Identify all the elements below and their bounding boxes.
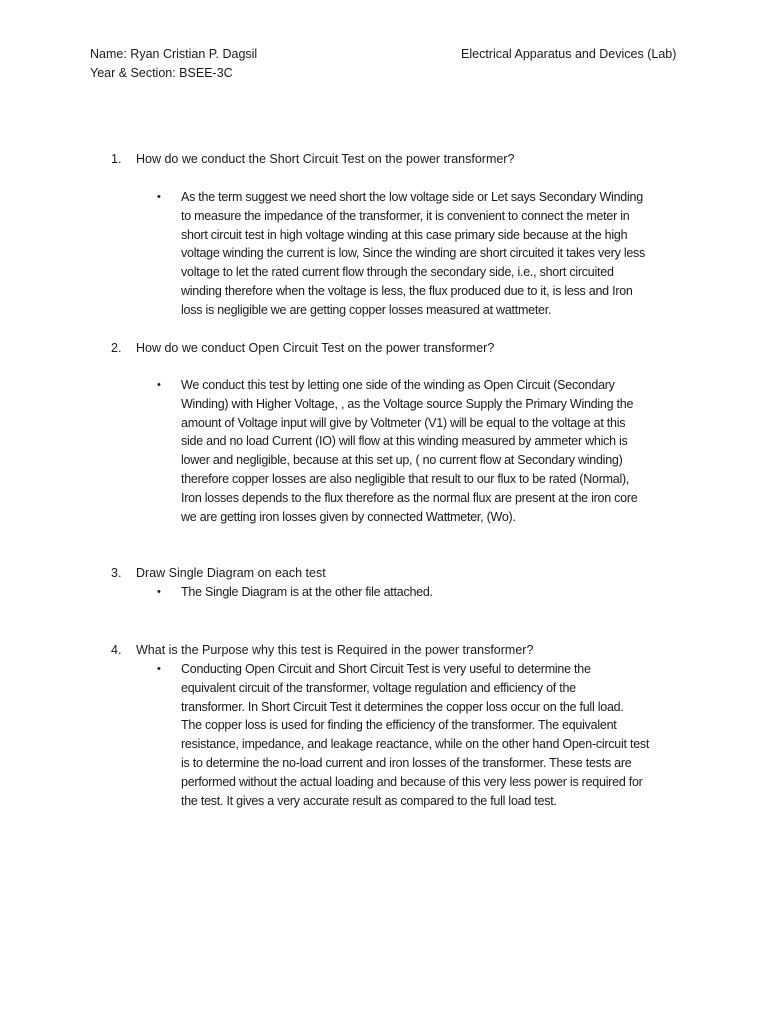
answer-1 [181,188,681,320]
answer-3 [181,583,681,602]
question-text: Draw Single Diagram on each test [136,566,326,580]
answer-line: The Single Diagram is at the other file attached. [181,585,433,599]
bullet: • [157,663,161,675]
answer-line: Iron losses depends to the flux therefore as the normal flux are present at the iron core [181,490,638,505]
answer-line: voltage winding the current is low, Since the winding are short circuited it takes very less [181,246,646,261]
answer-line: Conducting Open Circuit and Short Circuit Test is very useful to determine the [181,662,591,676]
answer-line: short circuit test in high voltage winding at this case primary side because at the high [181,227,628,242]
answer-line: The copper loss is used for finding the efficiency of the transformer. The equivalent [181,718,617,733]
answer-line: loss is negligible we are getting copper losses measured at wattmeter. [181,302,552,317]
answer-line: We conduct this test by letting one side of the winding as Open Circuit (Secondary [181,378,615,392]
student-name: Name: Ryan Cristian P. Dagsil [90,47,258,61]
question-text: What is the Purpose why this test is Required in the power transformer? [136,643,534,657]
question-number: 4. [111,643,122,657]
course-title: Electrical Apparatus and Devices (Lab) [461,47,677,61]
answer-line: therefore copper losses are also negligible that result to our flux to be rated (Normal), [181,471,630,486]
answer-line: Winding) with Higher Voltage, , as the Voltage source Supply the Primary Winding the [181,396,634,411]
question-text: How do we conduct Open Circuit Test on the power transformer? [136,341,495,355]
answer-2 [181,376,681,526]
answer-line: to measure the impedance of the transformer, it is convenient to connect the meter in [181,208,630,223]
answer-line: resistance, impedance, and leakage reactance, while on the other hand Open-circuit test [181,737,650,752]
answer-line: we are getting iron losses given by connected Wattmeter, (Wo). [181,509,516,524]
answer-line: amount of Voltage input will give by Voltmeter (V1) will be equal to the voltage at this [181,415,626,430]
answer-line: voltage to let the rated current flow through the secondary side, i.e., short circuited [181,265,614,280]
answer-line: winding therefore when the voltage is less, the flux produced due to it, is less and Iron [181,283,633,298]
answer-line: As the term suggest we need short the low voltage side or Let says Secondary Winding [181,190,643,204]
bullet: • [157,379,161,391]
answer-line: lower and negligible, because at this set up, ( no current flow at Secondary winding) [181,453,623,468]
student-info [90,45,257,82]
answer-line: equivalent circuit of the transformer, voltage regulation and efficiency of the [181,680,576,695]
bullet: • [157,586,161,598]
answer-line: is to determine the no-load current and iron losses of the transformer. These tests are [181,755,632,770]
year-section: Year & Section: BSEE-3C [90,65,233,80]
answer-line: transformer. In Short Circuit Test it determines the copper loss occur on the full load. [181,699,624,714]
answer-line: the test. It gives a very accurate result as compared to the full load test. [181,793,557,808]
question-text: How do we conduct the Short Circuit Test on the power transformer? [136,152,515,166]
answer-line: performed without the actual loading and because of this very less power is required for [181,774,643,789]
question-number: 3. [111,566,122,580]
answer-4 [181,660,681,810]
bullet: • [157,191,161,203]
question-number: 2. [111,341,122,355]
question-number: 1. [111,152,122,166]
answer-line: side and no load Current (IO) will flow at this winding measured by ammeter which is [181,434,628,449]
